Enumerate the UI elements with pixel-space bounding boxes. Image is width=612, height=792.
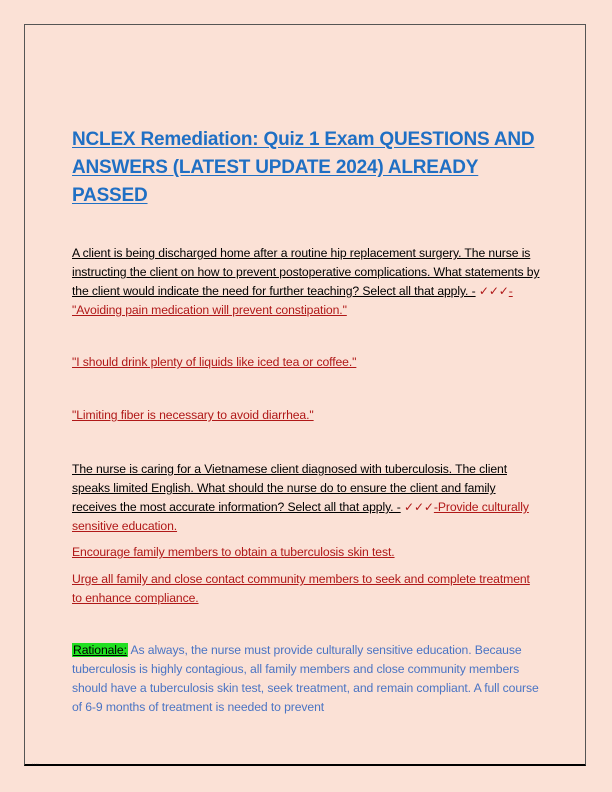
checkmarks-icon: ✓✓✓	[478, 284, 509, 298]
question-2-answer-1: -Provide culturally sensitive education.	[72, 500, 529, 533]
page-corner-mark: ' ' ' '	[32, 762, 39, 767]
document-title: NCLEX Remediation: Quiz 1 Exam QUESTIONS AND ANSWERS (LATEST UPDATE 2024) ALREADY PASSED	[72, 129, 535, 206]
rationale-label: Rationale:	[73, 643, 127, 657]
question-2-answer-2-block	[72, 543, 542, 562]
question-1-answer-2: "I should drink plenty of liquids like iced tea or coffee."	[72, 355, 357, 369]
rationale-text: As always, the nurse must provide culturally sensitive education. Because tuberculosis is highly contagious, all family members and close community members should have a tuberculosis skin test, seek treatment, and remain compliant. A full course of 6-9 months of treatment is needed to prevent	[72, 643, 539, 714]
question-2	[72, 460, 542, 536]
question-2-answer-3: Urge all family and close contact community members to seek and complete treatment to enhance compliance.	[72, 572, 530, 605]
rationale	[72, 641, 542, 717]
question-1-answer-2-block	[72, 353, 542, 372]
question-1-answer-3-block	[72, 406, 542, 425]
question-2-prompt: The nurse is caring for a Vietnamese client diagnosed with tuberculosis. The client speaks limited English. What should the nurse do to ensure the client and family receives the most accurate information? Select all that apply. -	[72, 462, 507, 514]
question-1-answer-1: -"Avoiding pain medication will prevent constipation."	[72, 284, 513, 317]
question-2-answer-3-block	[72, 570, 542, 608]
question-1-prompt: A client is being discharged home after a routine hip replacement surgery. The nurse is instructing the client on how to prevent postoperative complications. What statements by the client would indicate the need for further teaching? Select all that apply. -	[72, 246, 540, 298]
question-1	[72, 244, 542, 320]
checkmarks-icon: ✓✓✓	[404, 500, 434, 514]
question-1-answer-3: "Limiting fiber is necessary to avoid diarrhea."	[72, 408, 314, 422]
question-2-answer-2: Encourage family members to obtain a tuberculosis skin test.	[72, 545, 395, 559]
